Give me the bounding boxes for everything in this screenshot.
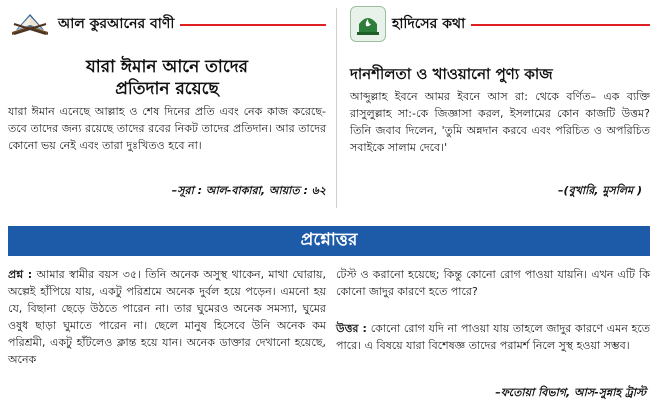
quran-book-icon	[8, 10, 52, 38]
quran-body: যারা ঈমান এনেছে আল্লাহ ও শেষ দিনের প্রতি এবং নেক কাজ করেছে- তবে তাদের জন্য রয়েছে তাদের রবের নিকট তাদের প্রতিদান। আর তাদের কোনো ভয় নেই এবং তারা দুঃখিতও হবে না।	[8, 105, 326, 152]
answer-label: উত্তর :	[336, 322, 367, 335]
mosque-icon	[350, 6, 386, 42]
quran-title-line1: যারা ঈমান আনে তাদের	[86, 57, 248, 77]
hadith-body: আব্দুল্লাহ ইবনে আমর ইবনে আস রা: থেকে বর্ণিত– এক ব্যক্তি রাসুলুল্লাহ সা:-কে জিজ্ঞাসা করল, ইসলামের কোন কাজটি উত্তম? তিনি জবাব দিলেন, 'তুমি অন্নদান করবে এবং পরিচিত ও অপরিচিত সবাইকে সালাম দেবে।'	[350, 90, 650, 154]
question-label: প্রশ্ন :	[8, 268, 33, 281]
quran-header-rule	[180, 24, 326, 26]
hadith-header	[350, 6, 650, 42]
qa-banner-title: প্রশ্নোত্তর	[300, 230, 358, 250]
quran-title-line2: প্রতিদান রয়েছে	[115, 79, 219, 99]
qa-banner	[8, 226, 650, 256]
qa-question-right: টেস্ট ও করানো হয়েছে; কিন্তু কোনো রোগ পাওয়া যায়নি। এখন এটি কি কোনো জাদুর কারণে হতে পারে?	[336, 268, 650, 298]
hadith-header-label: হাদিসের কথা	[392, 16, 466, 32]
quran-header	[8, 8, 326, 40]
hadith-header-rule	[471, 24, 650, 26]
column-divider	[336, 8, 337, 208]
quran-reference: –সূরা : আল-বাকারা, আয়াত : ৬২	[171, 184, 326, 197]
quran-title	[8, 56, 326, 100]
qa-answer	[336, 320, 650, 354]
hadith-title: দানশীলতা ও খাওয়ানো পুণ্য কাজ	[350, 65, 553, 83]
answer-text: কোনো রোগ যদি না পাওয়া যায় তাহলে জাদুর কারণে এমন হতে পারে। এ বিষয়ে যারা বিশেষজ্ঞ তাদের পরামর্শ নিলে সুস্থ হওয়া সম্ভব।	[336, 322, 651, 352]
quran-header-label: আল কুরআনের বাণী	[58, 16, 175, 32]
question-text-left: আমার স্বামীর বয়স ৩৫। তিনি অনেক অসুস্থ থাকেন, মাথা ঘোরায়, অল্পেই হাঁপিয়ে যায়, একটু পরিশ্রমে অনেক দুর্বল হয়ে পড়েন। এমনো হয় যে, বিছানা ছেড়ে উঠতে পারেন না। তার ঘুমেরও অনেক সমস্যা, ঘুমের ওষুধ ছাড়া ঘুমাতে পারেন না। ছেলে মানুষ হিসেবে উনি অনেক কম পরিশ্রমী, একটু হাঁটলেও ক্লান্ত হয়ে যান। অনেক ডাক্তার দেখানো হয়েছে, অনেক	[8, 268, 326, 366]
qa-reference: –ফতোয়া বিভাগ, আস-সুন্নাহ ট্রাস্ট	[495, 386, 646, 399]
qa-question-left	[8, 266, 326, 368]
hadith-reference: –(বুখারি, মুসলিম )	[558, 184, 642, 197]
